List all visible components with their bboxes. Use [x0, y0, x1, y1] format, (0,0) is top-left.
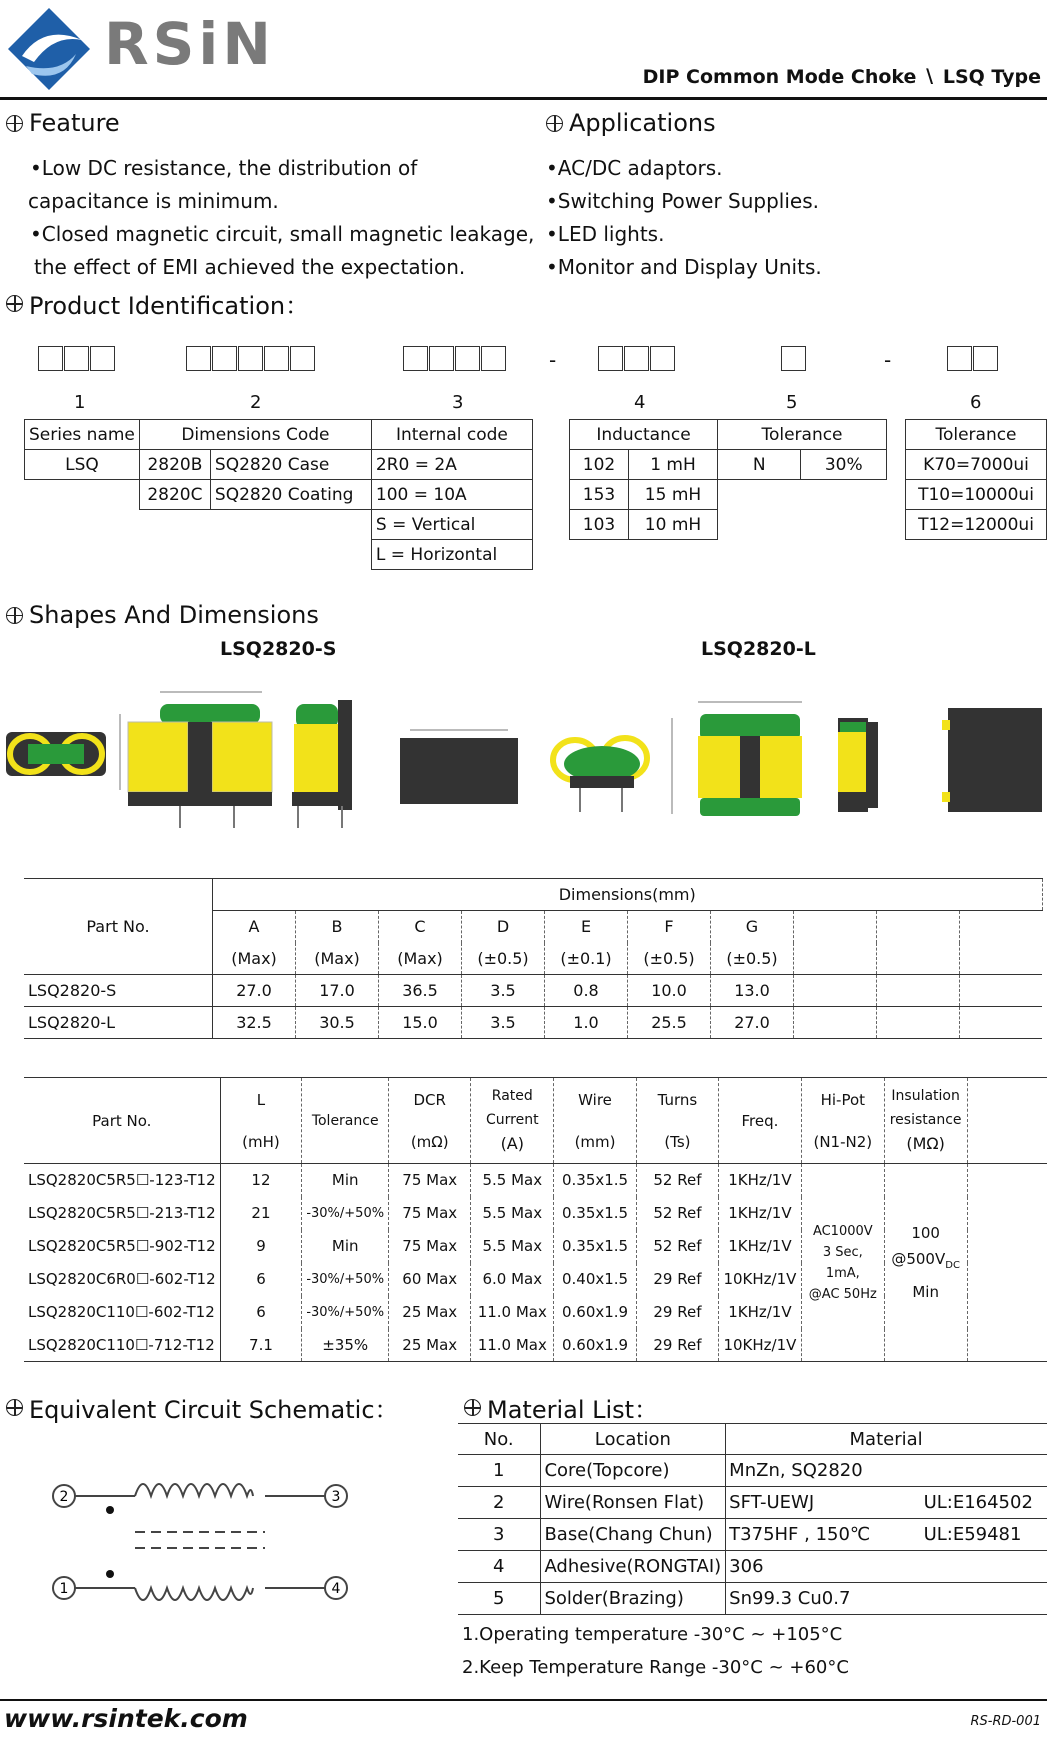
section-bullet-icon — [6, 295, 23, 312]
table-row: LSQ2820-L 32.5 30.5 15.0 3.5 1.0 25.5 27.0 — [24, 1007, 1042, 1039]
feature-title: Feature — [6, 109, 120, 137]
table-row: LSQ2820C5R5☐-213-T12 21 -30%/+50% 75 Max 5.5 Max 0.35x1.5 52 Ref 1KHz/1V — [24, 1197, 1047, 1230]
code-number: 5 — [786, 392, 798, 413]
code-boxes-2 — [186, 346, 316, 371]
materials-table: No. Location Material 1 Core(Topcore) MnZn, SQ2820 2 Wire(Ronsen Flat) SFT-UEWJ UL:E164502 3 Base(Chang Chun) T375HF , 150℃ UL:E59481 4 Adhesive(RONGTAI) 306 5 Solder(Brazing) Sn99.3 Cu0.7 — [458, 1423, 1047, 1615]
inductance-table: Inductance Tolerance 102 1 mH N 30% 153 15 mH 103 10 mH — [569, 419, 887, 540]
section-bullet-icon — [546, 115, 563, 132]
pin-label: 4 — [331, 1581, 341, 1597]
tolerance-table: Tolerance K70=7000ui T10=10000ui T12=12000ui — [905, 419, 1047, 540]
shapes-title: Shapes And Dimensions — [6, 601, 319, 629]
table-row: LSQ2820C110☐-712-T12 7.1 ±35% 25 Max 11.0 Max 0.60x1.9 29 Ref 10KHz/1V — [24, 1329, 1047, 1362]
footer-rule — [0, 1699, 1047, 1701]
feature-line: •Low DC resistance, the distribution of — [30, 156, 418, 180]
table-row: 4 Adhesive(RONGTAI) 306 — [458, 1551, 1047, 1583]
footer-url[interactable]: www.rsintek.com — [4, 1704, 248, 1733]
material-note: 1.Operating temperature -30°C ~ +105°C — [462, 1624, 843, 1645]
table-row: LSQ2820C6R0☐-602-T12 6 -30%/+50% 60 Max 6.0 Max 0.40x1.5 29 Ref 10KHz/1V — [24, 1263, 1047, 1296]
table-row: LSQ2820C5R5☐-123-T12 12 Min 75 Max 5.5 Max 0.35x1.5 52 Ref 1KHz/1V AC1000V 3 Sec, 1mA, @AC 50Hz 100 $@500V_{DC}$ Min — [24, 1164, 1047, 1197]
lsq2820-l-side-sketch — [553, 738, 647, 812]
section-bullet-icon — [6, 607, 23, 624]
lsq2820-l-side-view — [838, 718, 878, 812]
lsq2820-l-bottom-view — [942, 708, 1042, 812]
code-boxes-4 — [598, 346, 676, 371]
material-note: 2.Keep Temperature Range -30°C ~ +60°C — [462, 1657, 849, 1678]
table-row: LSQ2820-S 27.0 17.0 36.5 3.5 0.8 10.0 13.0 — [24, 975, 1042, 1007]
application-line: •Switching Power Supplies. — [546, 189, 819, 213]
code-number: 1 — [74, 392, 86, 413]
shape-label-l: LSQ2820-L — [701, 638, 816, 660]
table-row: 1 Core(Topcore) MnZn, SQ2820 — [458, 1455, 1047, 1487]
product-id-title: Product Identification： — [6, 286, 309, 321]
application-line: •Monitor and Display Units. — [546, 255, 822, 279]
feature-line: the effect of EMI achieved the expectation. — [34, 255, 466, 279]
table-row: 3 Base(Chang Chun) T375HF , 150℃ UL:E59481 — [458, 1519, 1047, 1551]
electrical-specs-table: Part No. L (mH) Tolerance DCR (mΩ) Rated Current (A) Wire (mm) Turns (Ts) Freq. Hi-Pot (N1-N2) Insulation resistance (MΩ) LSQ2820C5R5☐-123-T12 12 Min 75 Max 5.5 Max 0.35x1.5 52 Ref 1KHz/1V AC1000V 3 Sec, 1mA, @AC 50Hz 100 $@500V_{DC}$ Min LSQ2820C5R5☐-213-T12 21 -30%/+50% 75 Max 5.5 Max 0.35x1.5 52 Ref 1KHz/1V LSQ2820C5R5☐-902-T12 9 Min 75 Max 5.5 Max 0.35x1.5 52 Ref 1KHz/1V LSQ2820C6R0☐-602-T12 6 -30%/+50% 60 Max 6.0 Max 0.40x1.5 29 Ref 10KHz/1V LSQ2820C110☐-602-T12 6 -30%/+50% 25 Max 11.0 Max 0.60x1.9 29 Ref 1KHz/1V LSQ2820C110☐-712-T12 7.1 ±35% 25 Max 11.0 Max 0.60x1.9 29 Ref 10KHz/1V — [24, 1077, 1047, 1362]
table-row: LSQ2820C5R5☐-902-T12 9 Min 75 Max 5.5 Max 0.35x1.5 52 Ref 1KHz/1V — [24, 1230, 1047, 1263]
lsq2820-s-side-view — [292, 700, 352, 828]
circuit-schematic — [40, 1470, 370, 1610]
doc-title: DIP Common Mode Choke ∖ LSQ Type — [642, 66, 1041, 88]
hipot-cell: AC1000V 3 Sec, 1mA, @AC 50Hz — [801, 1164, 884, 1362]
table-row: 2 Wire(Ronsen Flat) SFT-UEWJ UL:E164502 — [458, 1487, 1047, 1519]
brand-name: RSiN — [104, 10, 275, 78]
application-line: •LED lights. — [546, 222, 665, 246]
pin-label: 1 — [59, 1581, 69, 1597]
section-bullet-icon — [6, 1399, 23, 1416]
feature-line: capacitance is minimum. — [28, 189, 279, 213]
code-number: 2 — [250, 392, 262, 413]
pin-label: 2 — [59, 1489, 69, 1505]
table-row: LSQ2820C110☐-602-T12 6 -30%/+50% 25 Max 11.0 Max 0.60x1.9 29 Ref 1KHz/1V — [24, 1296, 1047, 1329]
code-number: 4 — [634, 392, 646, 413]
feature-line: •Closed magnetic circuit, small magnetic leakage, — [30, 222, 535, 246]
logo-mark-icon — [8, 8, 90, 90]
lsq2820-s-front-view — [120, 692, 272, 828]
pin-label: 3 — [331, 1489, 341, 1505]
header-rule — [0, 97, 1047, 100]
dimension-drawings — [0, 670, 1047, 840]
table-row: 5 Solder(Brazing) Sn99.3 Cu0.7 — [458, 1583, 1047, 1615]
code-boxes-5 — [781, 346, 807, 371]
code-separator: - — [884, 348, 892, 372]
circuit-title: Equivalent Circuit Schematic： — [6, 1390, 399, 1425]
code-separator: - — [549, 348, 557, 372]
lsq2820-l-front-view — [672, 702, 802, 816]
materials-title: Material List： — [464, 1390, 658, 1425]
code-number: 3 — [452, 392, 464, 413]
application-line: •AC/DC adaptors. — [546, 156, 723, 180]
section-bullet-icon — [6, 115, 23, 132]
code-boxes-1 — [38, 346, 116, 371]
insulation-cell: 100 $@500V_{DC}$ Min — [884, 1164, 967, 1362]
code-number: 6 — [970, 392, 982, 413]
lsq2820-s-top-view — [6, 732, 106, 776]
dimensions-table: Part No. Dimensions(mm) A B C D E F G (Max) (Max) (Max) (±0.5) (±0.1) (±0.5) (±0.5) LSQ2820-S 27.0 17.0 36.5 3.5 0.8 10.0 13.0 LSQ2820-L 32.5 30.5 15.0 3.5 1.0 25.5 27.0 — [24, 878, 1043, 1039]
applications-title: Applications — [546, 109, 716, 137]
footer-doc-code: RS-RD-001 — [970, 1714, 1041, 1729]
section-bullet-icon — [464, 1399, 481, 1416]
lsq2820-s-bottom-view — [400, 730, 518, 804]
shape-label-s: LSQ2820-S — [220, 638, 337, 660]
series-table: Series name Dimensions Code Internal code LSQ 2820B SQ2820 Case 2R0 = 2A 2820C SQ2820 Coating 100 = 10A S = Vertical L = Horizontal — [24, 419, 533, 570]
code-boxes-6 — [947, 346, 999, 371]
code-boxes-3 — [403, 346, 507, 371]
